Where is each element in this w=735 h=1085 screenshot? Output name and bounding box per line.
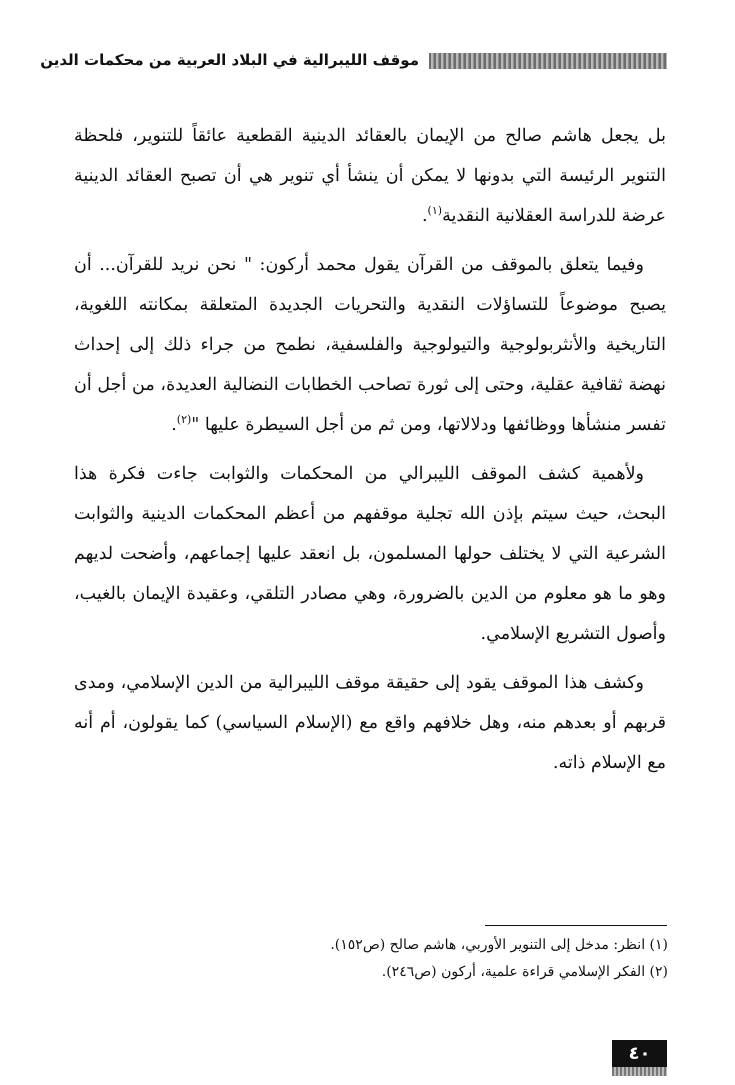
footnote: (٢) الفكر الإسلامي قراءة علمية، أركون (ص٢٤٦).	[381, 964, 668, 980]
page-number: ٤٠	[612, 1040, 667, 1067]
paragraph-text: ولأهمية كشف الموقف الليبرالي من المحكمات والثوابت جاءت فكرة هذا البحث، حيث سيتم بإذن الله تجلية موقفهم من أعظم المحكمات الدينية والثوابت الشرعية التي لا يختلف حولها المسلمون، بل انعقد عليها إجماعهم، وأضحت لديهم وهو ما هو معلوم من الدين بالضرورة، وهي مصادر التلقي، وعقيدة الإيمان بالغيب، وأصول التشريع الإسلامي.	[74, 464, 666, 644]
footnote-marker: (٢)	[176, 413, 192, 427]
paragraph	[74, 454, 666, 654]
footnotes	[74, 932, 668, 986]
page-number-decoration	[612, 1067, 667, 1076]
paragraph-text: وفيما يتعلق بالموقف من القرآن يقول محمد أركون: " نحن نريد للقرآن... أن يصبح موضوعاً للتساؤلات النقدية والتحريات الجديدة المتعلقة بمكانته اللغوية، التاريخية والأنثربولوجية والتيولوجية والفلسفية، نطمح من جراء ذلك إلى إحداث نهضة ثقافية عقلية، وحتى إلى ثورة تصاحب الخطابات النضالية العديدة، من أجل أن تفسر منشأها ووظائفها ودلالاتها، ومن ثم من أجل السيطرة عليها "	[74, 255, 666, 435]
paragraph	[74, 245, 666, 445]
running-header	[40, 48, 667, 74]
header-decorative-bar	[429, 53, 667, 69]
paragraph-text: بل يجعل هاشم صالح من الإيمان بالعقائد الدينية القطعية عائقاً للتنوير، فلحظة التنوير الرئيسة التي بدونها لا يمكن أن ينشأ أي تنوير هي أن تصبح العقائد الدينية عرضة للدراسة العقلانية النقدية	[74, 126, 666, 226]
footnote-marker: (١)	[427, 204, 443, 218]
main-text	[74, 116, 666, 792]
paragraph	[74, 116, 666, 236]
book-title: موقف الليبرالية في البلاد العربية من محكمات الدين	[40, 51, 419, 69]
footnote-separator	[485, 925, 667, 926]
paragraph	[74, 663, 666, 783]
paragraph-end: .	[171, 415, 177, 435]
paragraph-text: وكشف هذا الموقف يقود إلى حقيقة موقف الليبرالية من الدين الإسلامي، ومدى قربهم أو بعدهم منه، وهل خلافهم واقع مع (الإسلام السياسي) كما يقولون، أم أنه مع الإسلام ذاته.	[74, 673, 666, 773]
paragraph-end: .	[421, 206, 428, 226]
footnote: (١) انظر: مدخل إلى التنوير الأوربي، هاشم صالح (ص١٥٢).	[330, 937, 668, 953]
